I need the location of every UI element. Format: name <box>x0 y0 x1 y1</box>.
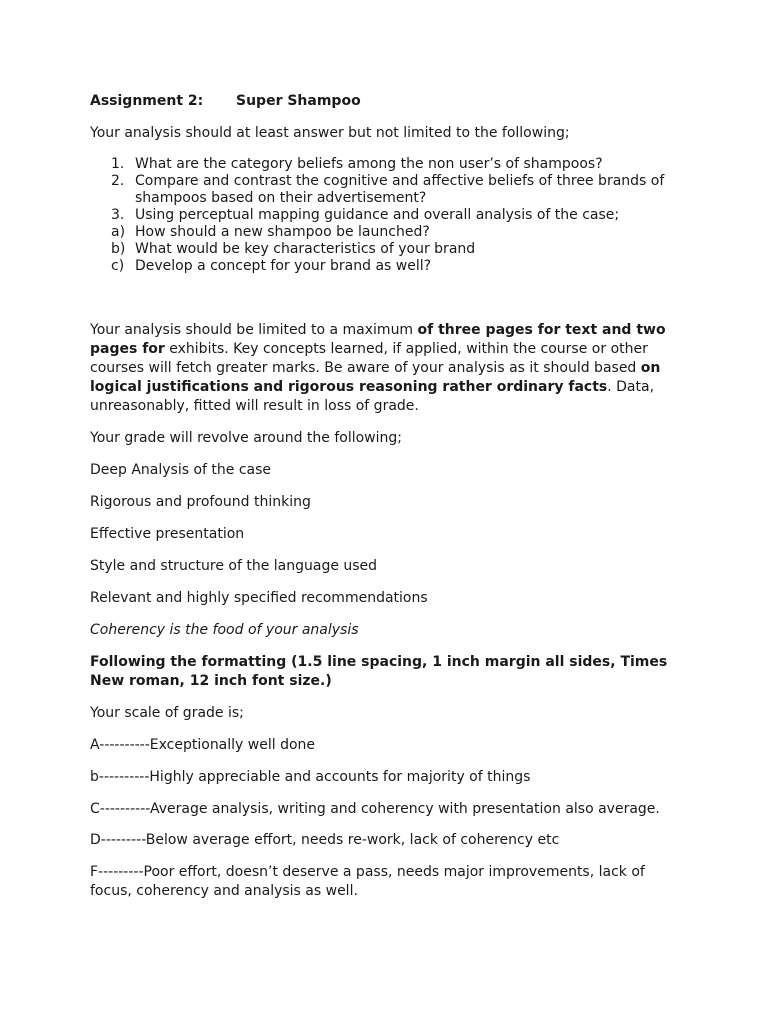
limits-text-1: Your analysis should be limited to a maximum <box>90 322 418 338</box>
grade-intro: Your grade will revolve around the following; <box>90 430 402 446</box>
list-marker: b) <box>111 241 126 257</box>
list-item <box>90 224 676 241</box>
list-marker: 1. <box>111 156 125 172</box>
coherency-text: Coherency is the food of your analysis <box>90 622 359 638</box>
assignment-name: Super Shampoo <box>236 93 361 109</box>
grade-scale-item: b----------Highly appreciable and accounts for majority of things <box>90 769 531 785</box>
coherency-note <box>90 621 676 640</box>
scale-intro: Your scale of grade is; <box>90 705 244 721</box>
criterion-item: Rigorous and profound thinking <box>90 494 311 510</box>
list-item <box>90 207 676 224</box>
grade-scale-item: D---------Below average effort, needs re-work, lack of coherency etc <box>90 832 560 848</box>
criterion-item: Relevant and highly specified recommendations <box>90 590 428 606</box>
list-item-text: What would be key characteristics of your brand <box>135 241 476 257</box>
formatting-text: Following the formatting (1.5 line spacing, 1 inch margin all sides, Times New roman, 12 inch font size.) <box>90 654 668 689</box>
list-item-text: Develop a concept for your brand as well? <box>135 258 432 274</box>
formatting-requirements <box>90 653 676 691</box>
assignment-number: Assignment 2: <box>90 93 204 109</box>
list-item <box>90 258 676 275</box>
grade-scale-item: A----------Exceptionally well done <box>90 737 316 753</box>
criterion-item: Effective presentation <box>90 526 245 542</box>
limits-bold-1: of three pages for text and two pages for <box>90 322 666 357</box>
list-item-text: What are the category beliefs among the non user’s of shampoos? <box>135 156 603 172</box>
list-marker: 2. <box>111 173 125 189</box>
list-item-text: How should a new shampoo be launched? <box>135 224 430 240</box>
list-item <box>90 173 676 207</box>
list-item <box>90 241 676 258</box>
intro-text: Your analysis should at least answer but not limited to the following; <box>90 125 570 141</box>
question-list <box>90 156 676 275</box>
list-item <box>90 156 676 173</box>
limits-bold-2: on logical justifications and rigorous reasoning rather ordinary facts <box>90 360 661 395</box>
criterion-item: Deep Analysis of the case <box>90 462 272 478</box>
list-marker: c) <box>111 258 125 274</box>
limits-paragraph <box>90 321 676 416</box>
assignment-title <box>90 92 361 110</box>
grade-scale-item: C----------Average analysis, writing and coherency with presentation also average. <box>90 801 660 817</box>
list-marker: 3. <box>111 207 125 223</box>
criterion-item: Style and structure of the language used <box>90 558 378 574</box>
limits-text-3: . Data, unreasonably, fitted will result in loss of grade. <box>90 379 655 414</box>
list-item-text: Using perceptual mapping guidance and overall analysis of the case; <box>135 207 620 223</box>
list-marker: a) <box>111 224 126 240</box>
grade-scale-item: F---------Poor effort, doesn’t deserve a pass, needs major improvements, lack of focus, coherency and analysis as well. <box>90 864 645 899</box>
limits-text-2: exhibits. Key concepts learned, if applied, within the course or other courses will fetch greater marks. Be aware of your analysis as it should based <box>90 341 648 376</box>
list-item-text: Compare and contrast the cognitive and affective beliefs of three brands of shampoos based on their advertisement? <box>135 173 665 206</box>
